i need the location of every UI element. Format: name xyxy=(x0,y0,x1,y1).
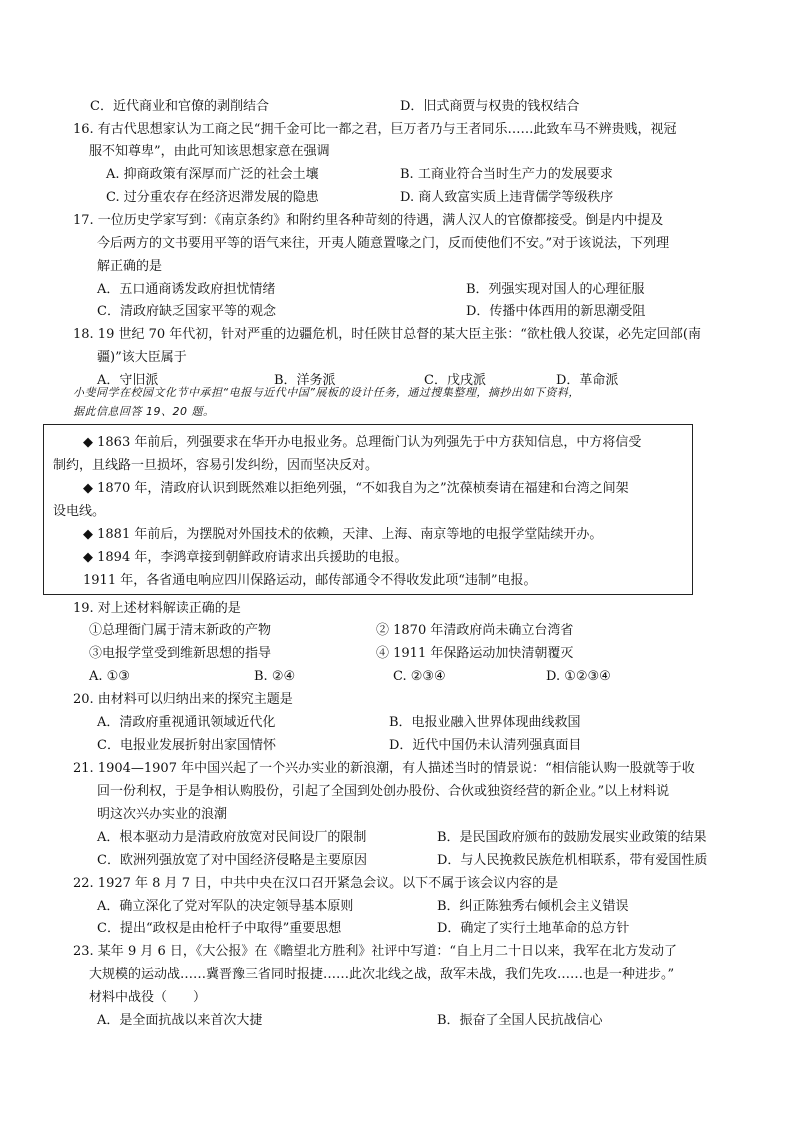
material-para5: 1911 年，各省通电响应四川保路运动，邮传部通令不得收发此项“违制”电报。 xyxy=(83,573,537,588)
q22-stem: 22. 1927 年 8 月 7 日，中共中央在汉口召开紧急会议。以下不属于该会议内容的是 xyxy=(73,876,559,891)
material-para2-line1: ◆ 1870 年，清政府认识到既然难以拒绝列强，“不如我自为之”沈葆桢奏请在福建和台湾之间架 xyxy=(83,481,629,496)
q17-option-b: B．列强实现对国人的心理征服 xyxy=(466,282,645,297)
q19-option-a: A. ①③ xyxy=(89,669,130,684)
q17-option-d: D．传播中体西用的新思潮受阻 xyxy=(466,304,646,319)
q17-stem-line2: 今后两方的文书要用平等的语气来往，开夷人随意置喙之门，反而使他们不安。”对于该说法，下列理 xyxy=(97,236,670,251)
q19-statement-2: ② 1870 年清政府尚未确立台湾省 xyxy=(376,623,574,638)
q20-option-b: B．电报业融入世界体现曲线救国 xyxy=(389,715,581,730)
q23-stem-line1: 23. 某年 9 月 6 日，《大公报》在《瞻望北方胜利》社评中写道：“自上月二十日以来，我军在北方发动了 xyxy=(73,944,678,959)
q20-option-c: C．电报业发展折射出家国情怀 xyxy=(97,738,276,753)
q16-option-d: D. 商人致富实质上违背儒学等级秩序 xyxy=(400,190,614,205)
intro-line2: 据此信息回答 19、20 题。 xyxy=(73,405,215,418)
q23-stem-line2: 大规模的运动战……冀晋豫三省同时报捷……此次北线之战，敌军未战，我们先攻……也是一种进步。” xyxy=(89,967,675,982)
q19-option-b: B. ②④ xyxy=(254,669,296,684)
q16-stem-line1: 16. 有古代思想家认为工商之民“拥千金可比一都之君，巨万者乃与王者同乐……此致车马不辨贵贱，视冠 xyxy=(73,122,677,137)
material-para3: ◆ 1881 年前后，为摆脱对外国技术的依赖，天津、上海、南京等地的电报学堂陆续开办。 xyxy=(83,527,603,542)
q15-option-d: D．旧式商贾与权贵的钱权结合 xyxy=(400,99,580,114)
q21-stem-line3: 明这次兴办实业的浪潮 xyxy=(97,807,228,822)
q21-option-d: D．与人民挽救民族危机相联系，带有爱国性质 xyxy=(437,853,708,868)
q19-stem: 19. 对上述材料解读正确的是 xyxy=(73,601,241,616)
q16-option-c: C. 过分重农存在经济迟滞发展的隐患 xyxy=(106,190,319,205)
q21-option-b: B．是民国政府颁布的鼓励发展实业政策的结果 xyxy=(437,830,707,845)
q21-option-c: C．欧洲列强放宽了对中国经济侵略是主要原因 xyxy=(97,853,367,868)
q20-option-d: D．近代中国仍未认清列强真面目 xyxy=(389,738,582,753)
q20-stem: 20. 由材料可以归纳出来的探究主题是 xyxy=(73,692,293,707)
q15-option-c: C．近代商业和官僚的剥削结合 xyxy=(90,99,269,114)
q22-option-d: D．确定了实行土地革命的总方针 xyxy=(437,921,630,936)
material-para4: ◆ 1894 年，李鸿章接到朝鲜政府请求出兵援助的电报。 xyxy=(83,550,408,565)
q19-statement-4: ④ 1911 年保路运动加快清朝覆灭 xyxy=(376,646,574,661)
q22-option-a: A．确立深化了党对军队的决定领导基本原则 xyxy=(97,899,354,914)
q17-stem-line1: 17. 一位历史学家写到：《南京条约》和附约里各种苛刻的待遇，满人汉人的官僚都接受。倒是内中提及 xyxy=(73,213,664,228)
q22-option-c: C．提出“政权是由枪杆子中取得”重要思想 xyxy=(97,921,342,936)
q17-option-c: C．清政府缺乏国家平等的观念 xyxy=(97,304,276,319)
q23-stem-line3: 材料中战役（ ） xyxy=(89,990,207,1005)
q16-option-a: A. 抑商政策有深厚而广泛的社会土壤 xyxy=(106,167,319,182)
q19-statement-3: ③电报学堂受到维新思想的指导 xyxy=(89,646,272,661)
q23-option-a: A．是全面抗战以来首次大捷 xyxy=(97,1013,263,1028)
material-para1-line2: 制约，且线路一旦损坏，容易引发纠纷，因而坚决反对。 xyxy=(53,458,379,473)
q17-stem-line3: 解正确的是 xyxy=(97,259,163,274)
q16-option-b: B. 工商业符合当时生产力的发展要求 xyxy=(400,167,613,182)
q18-option-d: D．革命派 xyxy=(556,373,619,388)
q18-option-c: C．戊戌派 xyxy=(424,373,486,388)
q21-option-a: A．根本驱动力是清政府放宽对民间设厂的限制 xyxy=(97,830,367,845)
q21-stem-line2: 回一份利权，于是争相认购股份，引起了全国到处创办股份、合伙或独资经营的新企业。”以上材料说 xyxy=(97,784,670,799)
intro-line1: 小斐同学在校园文化节中承担“电报与近代中国”展板的设计任务，通过搜集整理，摘抄出如下资料， xyxy=(73,386,580,399)
q21-stem-line1: 21. 1904—1907 年中国兴起了一个兴办实业的新浪潮，有人描述当时的情景说：“相信能认购一股就等于收 xyxy=(73,761,695,776)
q17-option-a: A．五口通商诱发政府担忧情绪 xyxy=(97,282,276,297)
q18-option-a: A．守旧派 xyxy=(97,373,159,388)
material-para1-line1: ◆ 1863 年前后，列强要求在华开办电报业务。总理衙门认为列强先于中方获知信息，中方将信受 xyxy=(83,435,642,450)
q19-option-d: D. ①②③④ xyxy=(546,669,611,684)
q19-option-c: C. ②③④ xyxy=(393,669,446,684)
q20-option-a: A．清政府重视通讯领域近代化 xyxy=(97,715,276,730)
q19-statement-1: ①总理衙门属于清末新政的产物 xyxy=(89,623,272,638)
q23-option-b: B．振奋了全国人民抗战信心 xyxy=(437,1013,603,1028)
q18-stem-line2: 疆)”该大臣属于 xyxy=(97,350,187,365)
q18-stem-line1: 18. 19 世纪 70 年代初，针对严重的边疆危机，时任陕甘总督的某大臣主张：“欲杜俄人狡谋，必先定回部(南 xyxy=(73,327,702,342)
q22-option-b: B．纠正陈独秀右倾机会主义错误 xyxy=(437,899,629,914)
q18-option-b: B．洋务派 xyxy=(274,373,336,388)
material-para2-line2: 设电线。 xyxy=(53,504,106,519)
q16-stem-line2: 服不知尊卑”，由此可知该思想家意在强调 xyxy=(89,144,330,159)
